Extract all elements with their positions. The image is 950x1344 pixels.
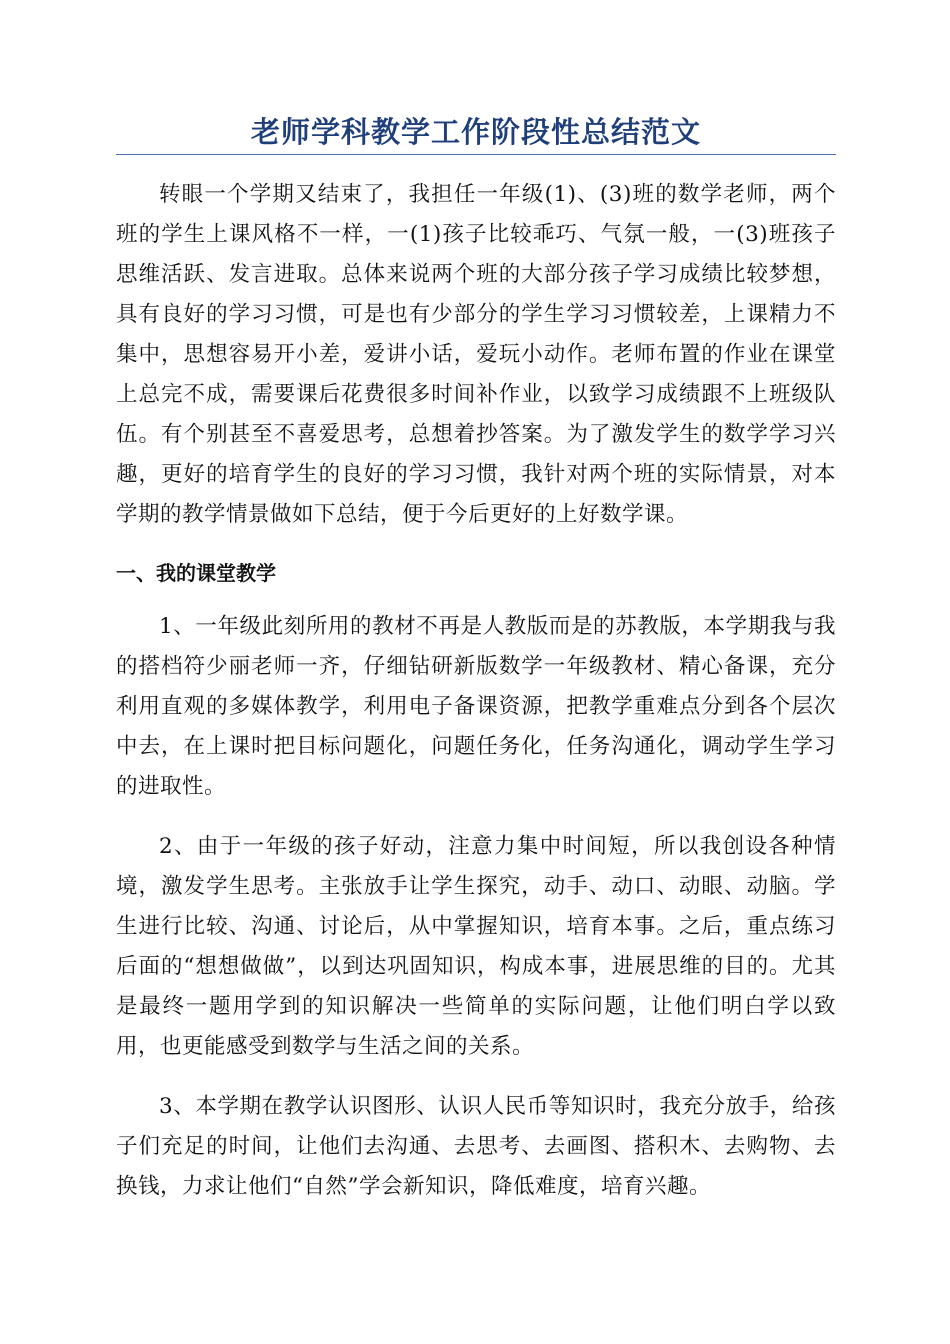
title-underline [116, 154, 836, 155]
paragraph-spacer [116, 1067, 836, 1087]
intro-paragraph: 转眼一个学期又结束了，我担任一年级(1)、(3)班的数学老师，两个班的学生上课风格不一样，一(1)孩子比较乖巧、气氛一般，一(3)班孩子思维活跃、发言进取。总体来说两个班的大部分孩子学习成绩比较梦想，具有良好的学习习惯，可是也有少部分的学生学习习惯较差，上课精力不集中，思想容易开小差，爱讲小话，爱玩小动作。老师布置的作业在课堂上总完不成，需要课后花费很多时间补作业，以致学习成绩跟不上班级队伍。有个别甚至不喜爱思考，总想着抄答案。为了激发学生的数学学习兴趣，更好的培育学生的良好的学习习惯，我针对两个班的实际情景，对本学期的教学情景做如下总结，便于今后更好的上好数学课。 [116, 182, 836, 527]
document-title: 老师学科教学工作阶段性总结范文 [250, 115, 701, 149]
paragraph-spacer [116, 807, 836, 827]
section-heading: 一、我的课堂教学 [116, 561, 276, 585]
list-item-2: 2、由于一年级的孩子好动，注意力集中时间短，所以我创设各种情境，激发学生思考。主张放手让学生探究，动手、动口、动眼、动脑。学生进行比较、沟通、讨论后，从中掌握知识，培育本事。之后，重点练习后面的“想想做做”，以到达巩固知识，构成本事，进展思维的目的。尤其是最终一题用学到的知识解决一些简单的实际问题，让他们明白学以致用，也更能感受到数学与生活之间的关系。 [116, 834, 836, 1059]
document-page [116, 112, 836, 1207]
list-item-1: 1、一年级此刻所用的教材不再是人教版而是的苏教版，本学期我与我的搭档符少丽老师一齐，仔细钻研新版数学一年级教材、精心备课，充分利用直观的多媒体教学，利用电子备课资源，把教学重难点分到各个层次中去，在上课时把目标问题化，问题任务化，任务沟通化，调动学生学习的进取性。 [116, 614, 836, 799]
list-item-3: 3、本学期在教学认识图形、认识人民币等知识时，我充分放手，给孩子们充足的时间，让他们去沟通、去思考、去画图、搭积木、去购物、去换钱，力求让他们“自然”学会新知识，降低难度，培育兴趣。 [116, 1094, 836, 1199]
